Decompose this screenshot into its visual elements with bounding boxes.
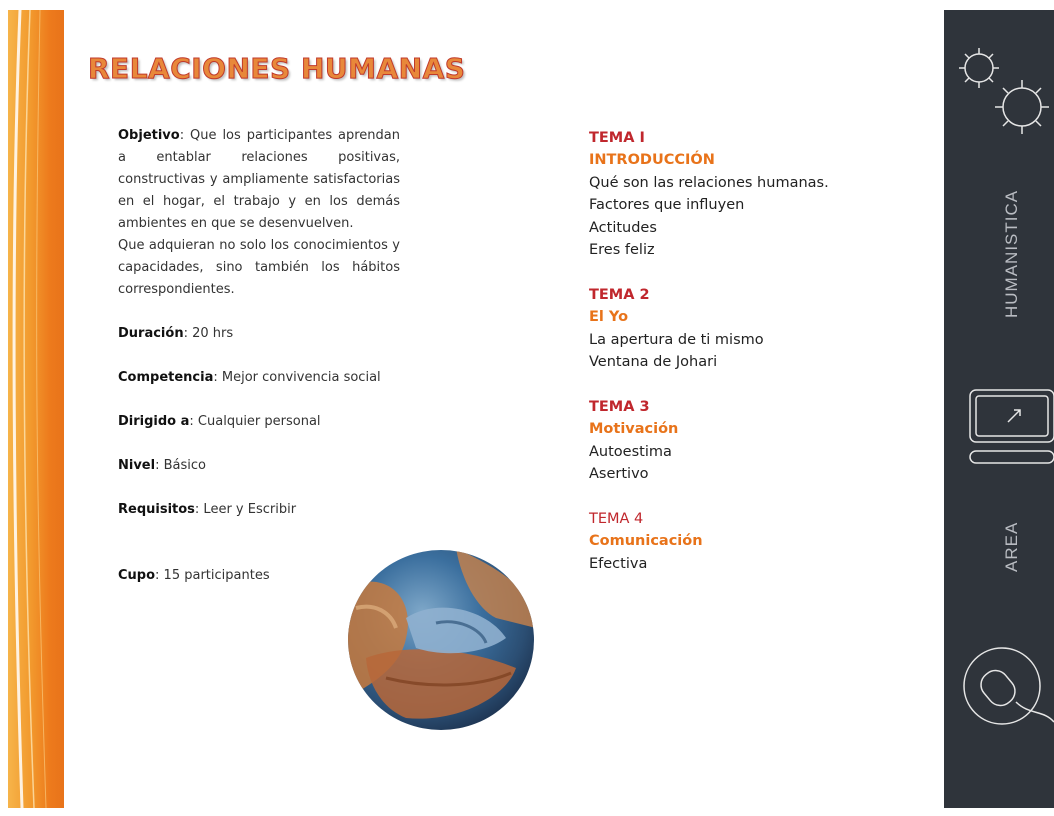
computer-screen-icon	[970, 390, 1054, 442]
requirements-label: Requisitos	[118, 502, 195, 517]
topic-item: Ventana de Johari	[589, 354, 718, 371]
topics-list	[589, 127, 829, 575]
requirements-line	[118, 499, 400, 521]
mouse-icon	[964, 648, 1054, 724]
topic-item: Factores que influyen	[589, 197, 745, 214]
left-orange-band	[8, 10, 64, 808]
topic-1-subtitle: INTRODUCCIÓN	[589, 152, 715, 169]
sidebar-decorations	[944, 10, 1054, 808]
objective-text: : Que los participantes aprendan a entablar relaciones positivas, constructivas y ampliamente satisfactorias en el hogar, el trabajo y en los demás ambientes en que se desenvuelven.	[118, 128, 400, 231]
topic-4-subtitle: Comunicación	[589, 533, 703, 550]
gears-icon	[959, 48, 1049, 134]
sidebar-label-area: AREA	[1002, 521, 1021, 572]
keyboard-icon	[970, 451, 1054, 463]
objective-label: Objetivo	[118, 128, 180, 143]
capacity-label: Cupo	[118, 568, 156, 583]
level-line	[118, 455, 400, 477]
topic-3-subtitle: Motivación	[589, 421, 679, 438]
duration-line	[118, 323, 400, 345]
topic-4-heading: TEMA 4	[589, 510, 644, 527]
audience-line	[118, 411, 400, 433]
audience-value: : Cualquier personal	[189, 414, 321, 429]
duration-label: Duración	[118, 326, 184, 341]
objective-paragraph	[118, 125, 400, 235]
topic-item: La apertura de ti mismo	[589, 331, 764, 348]
topic-1-heading: TEMA I	[589, 130, 645, 146]
topic-item: Eres feliz	[589, 242, 655, 259]
hands-globe-image	[346, 548, 536, 732]
topic-3-heading: TEMA 3	[589, 398, 650, 415]
topic-item: Asertivo	[589, 466, 649, 483]
competence-value: : Mejor convivencia social	[213, 370, 381, 385]
capacity-value: : 15 participantes	[155, 568, 270, 583]
competence-label: Competencia	[118, 370, 214, 385]
objective-paragraph-2: Que adquieran no solo los conocimientos y capacidades, sino también los hábitos correspondientes.	[118, 238, 400, 297]
band-curves-decoration	[8, 10, 64, 808]
right-sidebar	[944, 10, 1054, 808]
topic-item: Qué son las relaciones humanas.	[589, 174, 829, 191]
topic-item: Actitudes	[589, 219, 657, 236]
duration-value: : 20 hrs	[183, 326, 234, 341]
topic-item: Efectiva	[589, 555, 648, 572]
sidebar-label-humanistica: HUMANISTICA	[1002, 189, 1021, 318]
level-label: Nivel	[118, 458, 156, 473]
topic-2-subtitle: El Yo	[589, 309, 629, 326]
topic-2-heading: TEMA 2	[589, 286, 650, 303]
competence-line	[118, 367, 400, 389]
topic-item: Autoestima	[589, 443, 672, 460]
requirements-value: : Leer y Escribir	[194, 502, 297, 517]
page-title: RELACIONES HUMANAS	[88, 52, 466, 85]
audience-label: Dirigido a	[118, 414, 190, 429]
course-info	[118, 125, 400, 587]
level-value: : Básico	[155, 458, 206, 473]
